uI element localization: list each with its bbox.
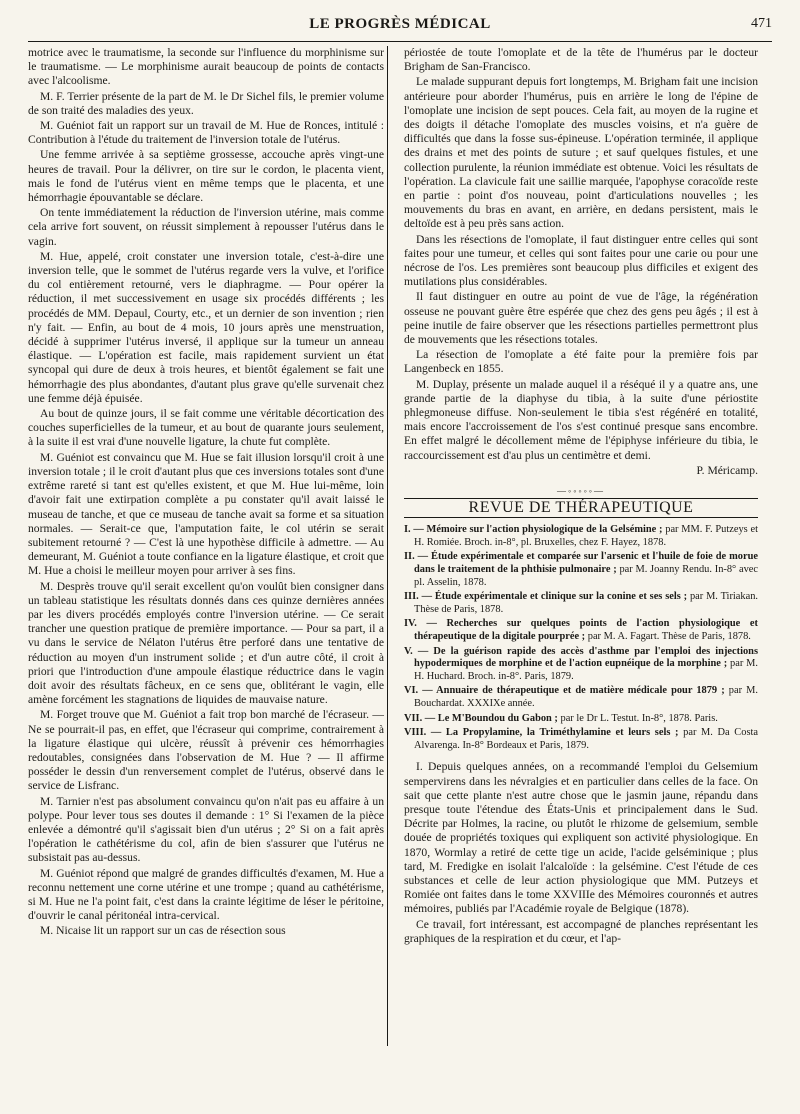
paragraph: On tente immédiatement la réduction de l'inversion utérine, mais comme cela arrive fort souvent, on réussit simplement à repousser l'utérus dans le vagin.: [28, 206, 384, 248]
paragraph: Une femme arrivée à sa septième grossesse, accouche après vingt-une heures de travail. Pour la délivrer, on tire sur le cordon, le placenta vient, mais le fond de l'utérus vient en même temps que le placenta, et une hémorrhagie épouvantable se déclare.: [28, 148, 384, 205]
paragraph: Le malade suppurant depuis fort longtemps, M. Brigham fait une incision antérieure pour aborder l'humérus, puis en arrière le long de l'épine de l'omoplate une incision de sept pouces. Cela fait, au moyen de la rugine et des doigts il détache l'omoplate des muscles voisins, et n'a guère de difficultés que dans la fosse sus-épineuse. L'opération terminée, il applique des drains et met des points de suture ; et sauf quelques fistules, et une collection purulente, la réunion immédiate est obtenue. Voici les résultats de l'opération. La clavicule fait une saillie marquée, l'apophyse coracoïde reste en partie : point d'os nouveau, point d'articulations nouvelles ; les mouvements du bras en avant, en arrière, en dedans persistent, mais le deltoïde est à peu près sans action.: [404, 75, 758, 231]
paragraph: M. Guéniot fait un rapport sur un travail de M. Hue de Ronces, intitulé : Contribution à l'étude du traitement de l'inversion totale de l'utérus.: [28, 119, 384, 147]
review-item-title: — De la guérison rapide des accès d'asthme par l'emploi des injections hypodermiques de morphine et de l'action eupnéique de la morphine ;: [414, 645, 759, 670]
review-item-number: VI.: [404, 685, 423, 697]
section-heading: [404, 486, 758, 518]
review-item: [404, 524, 758, 549]
review-item-citation: par M. Tiriakan. Thèse de Paris, 1878.: [414, 591, 758, 615]
left-column: [28, 46, 384, 940]
paragraph: M. Nicaise lit un rapport sur un cas de résection sous: [40, 924, 286, 938]
review-item-citation: par MM. F. Putzeys et H. Romiée. Broch. in-8°, pl. Bruxelles, chez F. Hayez, 1878.: [414, 524, 758, 548]
paragraph: M. Duplay, présente un malade auquel il a réséqué il y a quatre ans, une grande partie de la diaphyse du tibia, à la suite d'une périostite phlegmoneuse diffuse. Non-seulement le tibia s'est régénéré en totalité, mais encore l'accroissement de l'os s'est continué presque sans encombre. En effet malgré le décollement même de l'épiphyse inférieure du tibia, le raccourcissement est d'au plus un centimètre et demi.: [404, 377, 758, 462]
paragraph: Dans les résections de l'omoplate, il faut distinguer entre celles qui sont faites pour une tumeur, et celles qui sont faites pour une carie ou pour une nécrose de l'os. Les premières sont beaucoup plus difficiles et exigent des mutilations plus considérables.: [404, 232, 758, 289]
review-item-title: — Étude expérimentale et clinique sur la conine et ses sels ;: [421, 591, 690, 603]
page-header: [28, 16, 772, 40]
review-item-number: II.: [404, 551, 418, 563]
section-title: REVUE DE THÉRAPEUTIQUE: [404, 498, 758, 518]
review-item-citation: par M. Bouchardat. XXXIXe année.: [414, 685, 758, 710]
review-item-number: IV.: [404, 618, 427, 630]
review-item: [404, 591, 758, 616]
paragraph: Ce travail, fort intéressant, est accompagné de planches représentant les graphiques de la respiration et du cœur, et l'ap-: [404, 917, 758, 945]
review-item-title: — Mémoire sur l'action physiologique de la Gelsémine ;: [413, 524, 666, 536]
author-signature: P. Méricamp.: [696, 463, 758, 477]
paragraph: Au bout de quinze jours, il se fait comme une véritable décortication des couches superficielles de la tumeur, et au bout de quarante jours seulement, à la suite il est vrai d'une nouvelle ligature, la chute fut complète.: [28, 407, 384, 449]
paragraph: La résection de l'omoplate a été faite pour la première fois par Langenbeck en 1855.: [404, 348, 758, 376]
paragraph: M. Desprès trouve qu'il serait excellent qu'on voulût bien consigner dans un tableau statistique les résultats donnés dans ces quinze dernières années par les divers procédés employés contre l'inversion utérine. — Ce serait trancher une question pratique de première importance. — Pour sa part, il a vu dans le service de Nélaton l'utérus être perforé dans une tentative de réduction au moyen d'un instrument solide ; et d'un autre côté, il croit à priori que l'introduction d'une ampoule élastique réductrice dans le vagin doit avoir des résultats fâcheux, en ce sens que, oblitérant le vagin, elle amène forcément les stagnations de liquides de mauvaise nature.: [28, 579, 384, 707]
review-item-citation: par M. Joanny Rendu. In-8° avec pl. Asselin, 1878.: [414, 564, 758, 588]
review-item-title: — Recherches sur quelques points de l'action physiologique et thérapeutique de la digitale pourprée ;: [414, 618, 758, 643]
paragraph: M. Hue, appelé, croit constater une inversion totale, c'est-à-dire une inversion telle, que le sommet de l'utérus regarde vers la vulve, et l'orifice du col entièrement retourné, vers le diaphragme. — Pour opérer la réduction, il met successivement en usage six procédés différents ; les procédés de MM. Depaul, Courty, etc., et un dernier de son invention ; rien n'y fait. — Enfin, au bout de 4 mois, 10 jours après une menstruation, décidé à supprimer l'utérus inversé, il applique sur la tumeur un anneau élastique. — L'opération est facile, mais rapidement survient un état syncopal qui dure de deux à trois heures, et bientôt également se fait une hémorrhagie des plus abondantes, d'autant plus grave qu'elle survenait chez une femme déjà épuisée.: [28, 249, 384, 405]
paragraph: M. Guéniot répond que malgré de grandes difficultés d'examen, M. Hue a reconnu nettement une corne utérine et une trompe ; quand au cathétérisme, si M. Hue ne l'a point fait, c'est dans la crainte légitime de léser le péritoine, d'ouvrir le canal péritonéal intra-cervical.: [28, 866, 384, 923]
paragraph: périostée de toute l'omoplate et de la tête de l'humérus par le docteur Brigham de San-Francisco.: [404, 46, 758, 74]
review-item-title: — Le M'Boundou du Gabon ;: [424, 712, 561, 724]
review-item-citation: par M. A. Fagart. Thèse de Paris, 1878.: [587, 631, 751, 643]
review-item-citation: par le Dr L. Testut. In-8°, 1878. Paris.: [560, 712, 718, 724]
review-item: [404, 551, 758, 589]
review-item: [404, 618, 758, 643]
review-item-number: III.: [404, 591, 422, 603]
right-paragraphs: [404, 46, 758, 463]
column-divider: [387, 46, 388, 1046]
paragraph: M. Tarnier n'est pas absolument convaincu qu'on n'ait pas eu affaire à un polype. Pour lever tous ses doutes il demande : 1° Si l'examen de la pièce enlevée a démontré qu'il s'agissait bien d'un utérus ; 2° Si on a fait après l'opération le cathétérisme du col, afin de bien s'assurer que l'utérus ne subsistait pas au-dessus.: [28, 794, 384, 865]
paragraph: M. Guéniot est convaincu que M. Hue se fait illusion lorsqu'il croit à une inversion totale ; il le croit d'autant plus que ces inversions totales sont d'une extrême rareté si tant est qu'elles existent, et que M. Hue lui-même, loin d'avoir fait une extirpation complète a pu constater qu'il avait laissé le museau de tanche, et que ce museau de tanche avait sa forme et sa situation normales. — Serait-ce que, l'amputation faite, le col utérin se serait subitement retourné ? — C'est là une hypothèse difficile à admettre. — Au demeurant, M. Guéniot a toute confiance en la ligature élastique, et croit que M. Hue a choisi le meilleur moyen pour arriver à ses fins.: [28, 450, 384, 578]
closing-paragraphs: [404, 760, 758, 946]
review-item: [404, 646, 758, 684]
review-item-number: VIII.: [404, 727, 431, 739]
paragraph: M. F. Terrier présente de la part de M. le Dr Sichel fils, le premier volume de son traité des maladies des yeux.: [28, 89, 384, 117]
review-item-title: — Annuaire de thérapeutique et de matière médicale pour 1879 ;: [422, 685, 729, 697]
paragraph: I. Depuis quelques années, on a recommandé l'emploi du Gelsemium sempervirens dans les névralgies et en particulier dans celles de la face. On sait que cette plante n'est autre chose que le jasmin jaune, répandu dans presque toute l'étendue des États-Unis et principalement dans le Sud. Décrite par Holmes, la racine, ou plutôt le rhizome de gelsemium, semble douée de propriétés toxiques qui expliquent son activité physiologique. En 1870, Wormlay a retiré de cette tige un acide, l'acide gelséminique ; plus tard, M. Fredigke en isolait l'alcaloïde : la gelsémine. C'est l'étude de ces substances et celle de leur action physiologique que MM. Putzeys et Romiée ont faites dans le tome XXVIIIe des Mémoires couronnés et autres mémoires, publiés par l'Académie royale de Belgique (1878).: [404, 760, 758, 916]
review-item-citation: par M. H. Huchard. Broch. in-8°. Paris, 1879.: [414, 658, 758, 682]
review-list: [404, 524, 758, 752]
review-item-number: VII.: [404, 712, 425, 724]
paragraph: motrice avec le traumatisme, la seconde sur l'influence du morphinisme sur le traumatisme. — Le morphinisme aurait beaucoup de points de contacts avec l'alcoolisme.: [28, 46, 384, 88]
review-item-number: V.: [404, 645, 418, 657]
review-item-title: — La Propylamine, la Triméthylamine et leurs sels ;: [430, 727, 684, 739]
review-item-title: — Étude expérimentale et comparée sur l'arsenic et l'huile de foie de morue dans le traitement de la phthisie pulmonaire ;: [414, 551, 758, 576]
review-item-citation: par M. Da Costa Alvarenga. In-8° Bordeaux et Paris, 1879.: [414, 727, 758, 751]
review-item: [404, 685, 758, 710]
review-item-number: I.: [404, 524, 414, 536]
header-rule: [28, 41, 772, 42]
running-title: LE PROGRÈS MÉDICAL: [309, 16, 491, 32]
page-number: 471: [751, 16, 772, 31]
paragraph: M. Forget trouve que M. Guéniot a fait trop bon marché de l'écraseur. — Ne se pourrait-il pas, en effet, que l'écraseur qui comprime, contrairement à la ligature élastique qui ulcère, réussît à prévenir ces hémorrhagies redoutables, consignées dans l'observation de M. Hue ? — Il affirme posséder le dessin d'un renversement complet de l'utérus, observé dans le service de Lisfranc.: [28, 708, 384, 793]
review-item: [404, 727, 758, 752]
section-ornament: —◦◦◦◦◦—: [557, 486, 605, 497]
paragraph: Il faut distinguer en outre au point de vue de l'âge, la régénération osseuse ne pouvant guère être espérée que chez des gens peu âgés ; il est à peine inutile de faire observer que les résections partielles permettront plus de mouvements que les résections totales.: [404, 290, 758, 347]
review-item: [404, 713, 758, 726]
right-column: [404, 46, 758, 947]
